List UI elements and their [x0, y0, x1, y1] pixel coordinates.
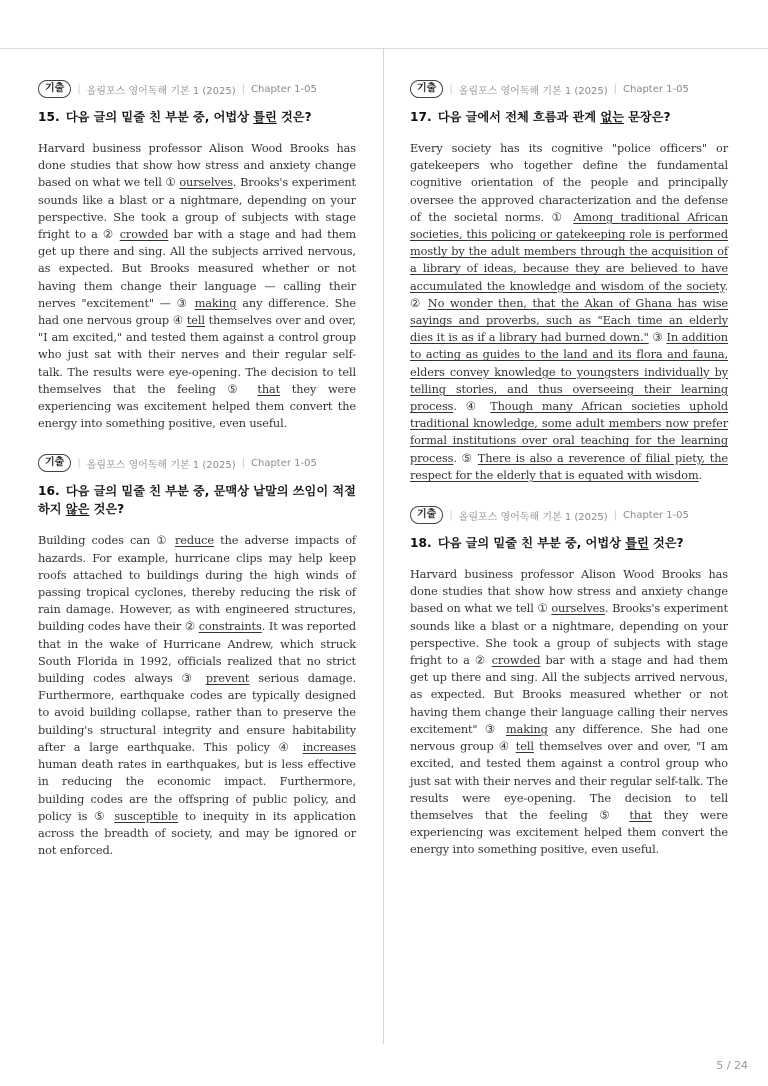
passage-text: any difference. She had one nervous group ④: [410, 722, 728, 754]
passage-text: to inequity in its application across the breadth of society, and may be ignored or not enforced.: [38, 809, 356, 858]
exam-tag-badge: 기출: [410, 506, 443, 524]
passage-text: themselves over and over, "I am excited," and tested them against a control group who just sat with their nerves and their regular self-talk. The results were eye-opening. The decision to tell themselves that the feeling ⑤: [38, 314, 356, 396]
question-title-emphasis: 틀린: [253, 110, 277, 124]
source-label: 올림포스 영어독해 기본 1 (2025): [86, 85, 236, 97]
question-title-text: 것은?: [648, 536, 684, 551]
question-title: [38, 482, 356, 518]
source-label: 올림포스 영어독해 기본 1 (2025): [86, 459, 236, 471]
passage-text: Harvard business professor Alison Wood Brooks has done studies that show how stress and anxiety change based on what we tell ①: [38, 142, 356, 190]
question-16: [38, 454, 356, 859]
passage-text: any difference. She had one nervous group ④: [38, 296, 356, 328]
chapter-label: Chapter 1-05: [251, 457, 317, 469]
meta-separator: |: [241, 457, 246, 469]
passage-text: . ④: [453, 400, 491, 414]
meta-separator: |: [241, 83, 246, 95]
question-meta: [410, 506, 728, 524]
exam-tag-badge: 기출: [38, 454, 71, 472]
question-title-emphasis: 않은: [65, 502, 90, 517]
meta-separator: |: [449, 83, 453, 95]
question-number: 18.: [410, 536, 432, 551]
header-rule: [0, 48, 768, 49]
question-title-text: 다음 글의 밑줄 친 부분 중, 문맥상 낱말의 쓰임이 적절하지: [38, 484, 356, 517]
question-title-text: 것은?: [89, 502, 125, 517]
question-title: [38, 108, 356, 126]
passage-text: . Brooks's experiment sounds like a blast or a nightmare, depending on your perspective. She took a group of subjects with stage fright to a ②: [410, 602, 728, 668]
question-title-text: 다음 글의 밑줄 친 부분 중, 어법상: [433, 536, 626, 551]
passage-text: Harvard business professor Alison Wood Brooks has done studies that show how stress and anxiety change based on what we tell ①: [410, 568, 728, 616]
passage-text: . ⑤: [453, 451, 478, 465]
passage-text: they were experiencing was excitement helped them convert the energy into something positive, even useful.: [38, 382, 356, 431]
underlined-sentence-3: In addition to acting as guides to the land and its flora and fauna, elders convey knowledge to youngsters individually by telling stories, and thus overseeing their learning process: [410, 331, 728, 414]
left-column: [38, 80, 356, 881]
underlined-choice-4: tell: [515, 740, 534, 754]
underlined-choice-5: that: [257, 382, 281, 396]
question-number: 16.: [38, 484, 60, 499]
passage: [410, 566, 728, 858]
question-meta: [38, 454, 356, 472]
passage-text: bar with a stage and had them get up there and sing. All the subjects arrived nervous, as expected. But Brooks measured whether or not having them change their language calling their nerves excitement" ③: [410, 654, 728, 736]
column-divider: [383, 48, 384, 1044]
question-number: 17.: [410, 110, 432, 124]
underlined-choice-1: ourselves: [551, 602, 605, 616]
passage-text: .: [698, 468, 703, 482]
underlined-choice-5: susceptible: [114, 809, 179, 823]
question-18: [410, 506, 728, 858]
underlined-choice-3: making: [505, 722, 548, 736]
passage: [410, 140, 728, 484]
passage-text: . It was reported that in the wake of Hurricane Andrew, which struck South Florida in 1992, officials realized that no strict building codes always ③: [38, 620, 356, 686]
chapter-label: Chapter 1-05: [251, 83, 317, 95]
question-meta: [38, 80, 356, 98]
page-number: 5 / 24: [716, 1059, 748, 1072]
passage-text: they were experiencing was excitement helped them convert the energy into something positive, even useful.: [410, 808, 728, 857]
passage-text: . ②: [410, 279, 728, 310]
passage-text: bar with a stage and had them get up there and sing. All the subjects arrived nervous, as expected. But Brooks measured whether or not having them change their language — calling their nerves "excitement" — ③: [38, 228, 356, 310]
underlined-choice-3: making: [194, 296, 237, 310]
underlined-choice-4: tell: [186, 314, 205, 328]
question-15: [38, 80, 356, 432]
underlined-sentence-5: There is also a reverence of filial piety, the respect for the elderly that is equated with wisdom: [410, 451, 728, 482]
meta-separator: |: [77, 457, 81, 469]
underlined-choice-1: ourselves: [179, 176, 233, 190]
question-title-text: 다음 글의 밑줄 친 부분 중, 어법상: [61, 110, 254, 124]
question-meta: [410, 80, 728, 98]
passage-text: human death rates in earthquakes, but is less effective in reducing the economic impact. Furthermore, building codes are the offspring of public policy, and policy is ⑤: [38, 758, 356, 823]
question-title-emphasis: 틀린: [625, 536, 649, 551]
underlined-choice-2: crowded: [491, 654, 541, 668]
question-title-text: 문장은?: [623, 110, 671, 124]
chapter-label: Chapter 1-05: [623, 83, 689, 95]
right-column: [410, 80, 728, 881]
passage-text: Building codes can ①: [38, 534, 175, 548]
question-title-text: 다음 글에서 전체 흐름과 관계: [433, 110, 601, 124]
underlined-choice-1: reduce: [174, 534, 214, 548]
meta-separator: |: [613, 509, 618, 521]
question-title-emphasis: 없는: [600, 110, 624, 124]
question-title: [410, 108, 728, 126]
exam-tag-badge: 기출: [38, 80, 71, 98]
underlined-sentence-1: Among traditional African societies, this policing or gatekeeping role is performed mostly by the adult members through the acquisition of a library of ideas, because they are believed to have accumulated the knowledge and wisdom of the society: [410, 210, 728, 293]
exam-tag-badge: 기출: [410, 80, 443, 98]
source-label: 올림포스 영어독해 기본 1 (2025): [458, 85, 608, 97]
passage-text: ③: [648, 331, 667, 345]
source-label: 올림포스 영어독해 기본 1 (2025): [458, 511, 608, 523]
underlined-choice-2: crowded: [119, 228, 169, 242]
passage-text: serious damage. Furthermore, earthquake codes are typically designed to avoid building collapse, rather than to preserve the building's structural integrity and ensure habitability after a large earthquake. This policy ④: [38, 672, 357, 754]
meta-separator: |: [449, 509, 453, 521]
underlined-choice-2: constraints: [198, 620, 262, 634]
question-17: [410, 80, 728, 484]
question-title-text: 것은?: [276, 110, 312, 124]
question-title: [410, 534, 728, 552]
meta-separator: |: [77, 83, 81, 95]
passage-text: themselves over and over, "I am excited, and tested them against a control group who just sat with their nerves and their regular self-talk. The results were eye-opening. The decision to tell themselves that the feeling ⑤: [410, 740, 729, 822]
passage-text: the adverse impacts of hazards. For example, hurricane clips may help keep roofs attached to buildings during the high winds of passing tropical cyclones, thereby reducing the risk of rain damage. However, as with engineered structures, building codes have their ②: [38, 534, 356, 634]
underlined-choice-5: that: [629, 808, 653, 822]
passage-text: Every society has its cognitive "police officers" or gatekeepers who together define the fundamental cognitive orientation of the people and principally oversee the approved characterization and the defense of the societal norms. ①: [410, 142, 728, 224]
meta-separator: |: [613, 83, 618, 95]
underlined-sentence-4: Though many African societies uphold traditional knowledge, some adult members now prefer formal institutions over oral teaching for the learning process: [410, 400, 728, 465]
passage-text: . Brooks's experiment sounds like a blast or a nightmare, depending on your perspective. She took a group of subjects with stage fright to a ②: [38, 176, 356, 242]
question-number: 15.: [38, 110, 60, 124]
passage: [38, 140, 356, 432]
chapter-label: Chapter 1-05: [623, 509, 689, 521]
underlined-sentence-2: No wonder then, that the Akan of Ghana has wise sayings and proverbs, such as "Each time an elderly dies it is as if a library had burned down.": [410, 296, 728, 345]
underlined-choice-4: increases: [302, 740, 356, 754]
passage: [38, 532, 356, 859]
underlined-choice-3: prevent: [205, 672, 250, 686]
